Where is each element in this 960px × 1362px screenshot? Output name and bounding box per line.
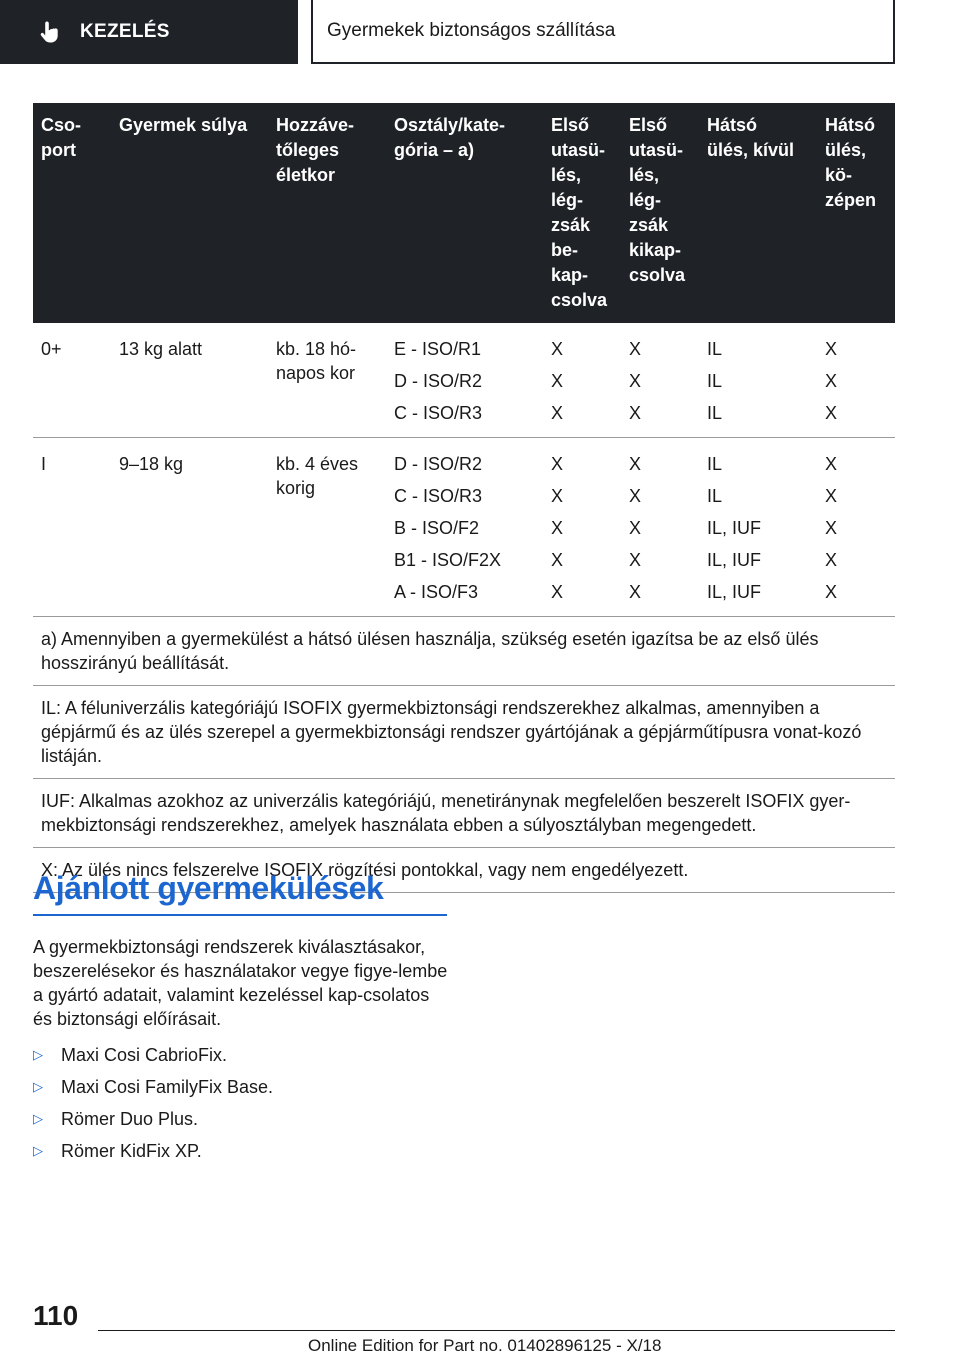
chapter-title-box [311,0,895,64]
cell-value: X [825,550,838,570]
chapter-title: Gyermekek biztonságos szállítása [327,20,616,41]
note-row [33,617,895,686]
cell-value: X [825,454,838,474]
list-item [33,1043,273,1075]
front-off-cell [621,438,699,617]
page-number: 110 [33,1300,79,1331]
cell-value: X [551,486,564,506]
cell-value: X [629,550,642,570]
column-header: Hozzáve- tőleges életkor [268,103,386,323]
column-header: Hátsó ülés, kö- zépen [817,103,895,323]
rear-center-cell [817,323,895,438]
section-intro: A gyermekbiztonsági rendszerek kiválasztásakor, beszerelésekor és használatakor vegye figye-lembe a gyártó adatait, valamint kezeléssel kap-csolatos és biztonsági előírásait. [33,937,448,1029]
front-on-cell [543,323,621,438]
cell-value: C - ISO/R3 [394,403,483,423]
column-header: Osztály/kate- gória – a) [386,103,543,323]
table-header-row [33,103,895,323]
cell-value: IL [707,339,723,359]
front-on-cell [543,438,621,617]
footer-rule [98,1330,895,1331]
cell-value: X [825,486,838,506]
table-row [33,438,895,617]
table-header [33,103,895,323]
rear-outer-cell [699,438,817,617]
cell-value: D - ISO/R2 [394,371,483,391]
cell-value: IL, IUF [707,518,762,538]
cell-value: B1 - ISO/F2X [394,550,502,570]
cell-value: IL, IUF [707,550,762,570]
rear-outer-cell [699,323,817,438]
cell-value: X [551,550,564,570]
cell-value: B - ISO/F2 [394,518,480,538]
list-item [33,1107,273,1139]
cell-value: X [825,339,838,359]
product-name: Römer KidFix XP. [61,1141,202,1161]
recommended-seat-list [33,1043,273,1171]
product-name: Maxi Cosi FamilyFix Base. [61,1077,274,1097]
cell-value: X [629,486,642,506]
cell-value: IL [707,371,723,391]
triangle-bullet-icon: ▷ [33,1047,43,1062]
weight-cell: 9–18 kg [111,438,268,617]
group-cell: I [33,438,111,617]
isofix-table [33,103,895,893]
cell-value: IL [707,454,723,474]
note-row [33,779,895,848]
cell-value: X [551,518,564,538]
section-label: KEZELÉS [80,21,170,42]
age-cell: kb. 18 hó- napos kor [268,323,386,438]
rear-center-cell [817,438,895,617]
classes-cell [386,323,543,438]
column-header: Gyermek súlya [111,103,268,323]
list-item [33,1075,273,1107]
column-header: Első utasü- lés, lég- zsák be- kap- csolva [543,103,621,323]
column-header: Első utasü- lés, lég- zsák kikap- csolva [621,103,699,323]
cell-value: X [629,371,642,391]
cell-value: X [825,403,838,423]
cell-value: X [825,518,838,538]
edition-footer: Online Edition for Part no. 01402896125 - X/18 [308,1336,662,1355]
cell-value: IL, IUF [707,582,762,602]
cell-value: X [551,403,564,423]
cell-value: IL [707,403,723,423]
column-header: Hátsó ülés, kívül [699,103,817,323]
cell-value: E - ISO/R1 [394,339,482,359]
triangle-bullet-icon: ▷ [33,1111,43,1126]
cell-value: X [551,582,564,602]
cell-value: X [629,339,642,359]
section-heading: Ajánlott gyermekülések [33,870,384,906]
table-note: X: Az ülés nincs felszerelve ISOFIX rögzítési pontokkal, vagy nem engedélyezett. [33,848,895,893]
cell-value: X [825,582,838,602]
cell-value: X [551,371,564,391]
table-row [33,323,895,438]
column-header: Cso- port [33,103,111,323]
cell-value: X [629,403,642,423]
cell-value: A - ISO/F3 [394,582,479,602]
page-header [0,0,960,66]
cell-value: X [551,454,564,474]
product-name: Maxi Cosi CabrioFix. [61,1045,228,1065]
weight-cell: 13 kg alatt [111,323,268,438]
front-off-cell [621,323,699,438]
cell-value: X [629,454,642,474]
group-cell: 0+ [33,323,111,438]
product-name: Römer Duo Plus. [61,1109,199,1129]
table-note: IL: A féluniverzális kategóriájú ISOFIX gyermekbiztonsági rendszerekhez alkalmas, amennyiben a gépjármű és az ülés szerepel a gyermekbiztonsági rendszer gyártójának a gépjárműtípusra vonat-kozó listáján. [33,686,895,779]
cell-value: IL [707,486,723,506]
table-note: IUF: Alkalmas azokhoz az univerzális kategóriájú, menetiránynak megfelelően beszerelt ISOFIX gyer-mekbiztonsági rendszerekhez, amelyek használata ebben a súlyosztályban megengedett. [33,779,895,848]
note-row [33,686,895,779]
cell-value: X [825,371,838,391]
triangle-bullet-icon: ▷ [33,1143,43,1158]
table-body [33,323,895,893]
triangle-bullet-icon: ▷ [33,1079,43,1094]
cell-value: D - ISO/R2 [394,454,483,474]
age-cell: kb. 4 éves korig [268,438,386,617]
cell-value: X [551,339,564,359]
section-tab [0,0,298,64]
table-note: a) Amennyiben a gyermekülést a hátsó ülésen használja, szükség esetén igazítsa be az első ülés hosszirányú beállítását. [33,617,895,686]
list-item [33,1139,273,1171]
cell-value: X [629,582,642,602]
cell-value: X [629,518,642,538]
classes-cell [386,438,543,617]
heading-underline [33,914,447,916]
hand-pointer-icon [40,20,62,44]
cell-value: C - ISO/R3 [394,486,483,506]
